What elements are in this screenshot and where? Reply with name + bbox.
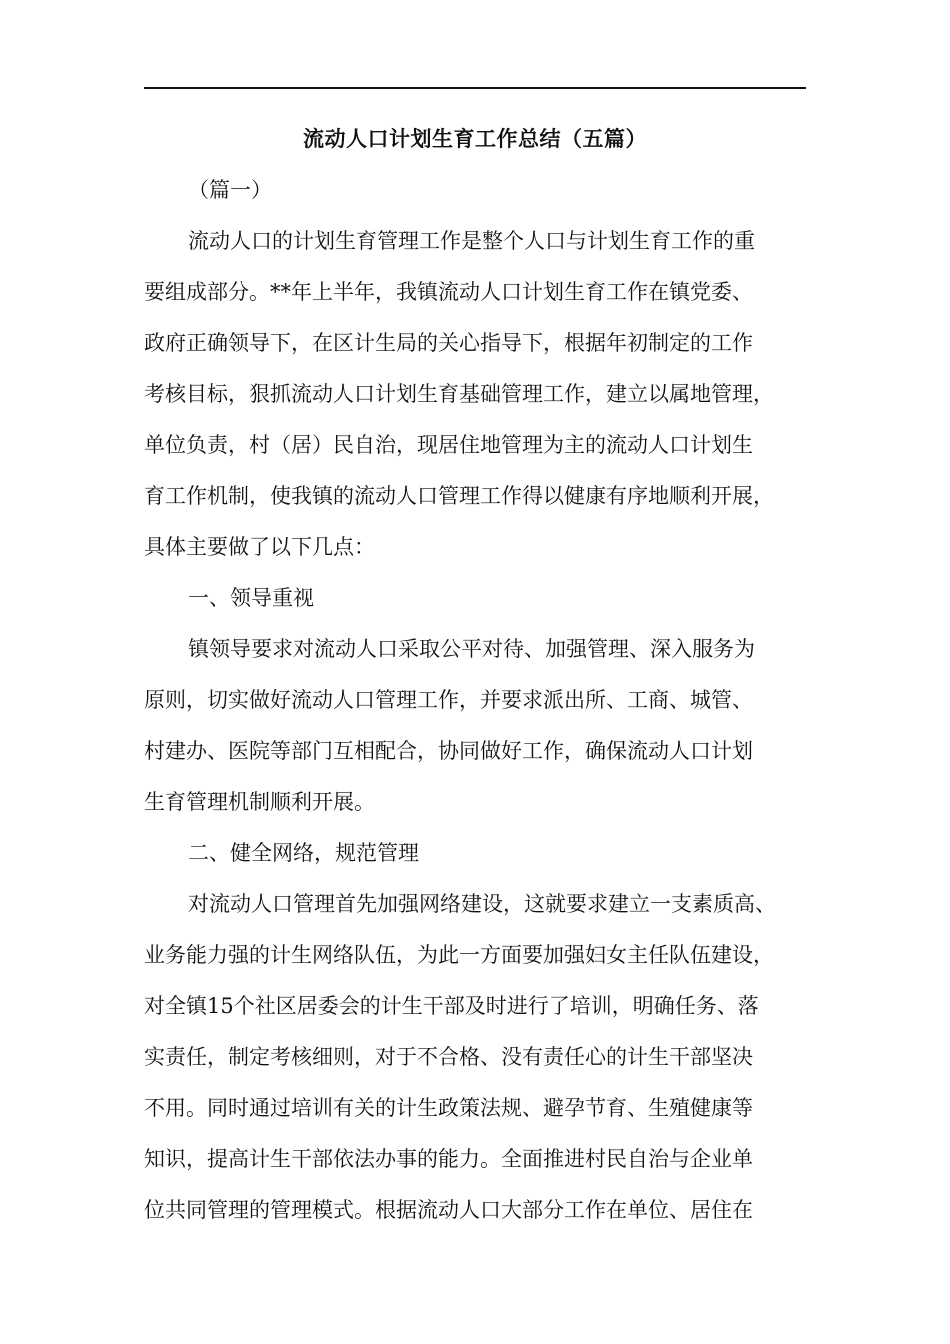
paragraph-line: 政府正确领导下，在区计生局的关心指导下，根据年初制定的工作: [144, 331, 753, 355]
section-heading: 一、领导重视: [188, 586, 314, 610]
paragraph-line: 原则，切实做好流动人口管理工作，并要求派出所、工商、城管、: [144, 688, 753, 712]
paragraph-line: 流动人口的计划生育管理工作是整个人口与计划生育工作的重: [188, 229, 755, 253]
paragraph-line: 村建办、医院等部门互相配合，协同做好工作，确保流动人口计划: [144, 739, 753, 763]
section-heading: 二、健全网络，规范管理: [188, 841, 419, 865]
paragraph-line: 不用。同时通过培训有关的计生政策法规、避孕节育、生殖健康等: [144, 1096, 753, 1120]
paragraph-line: 实责任，制定考核细则，对于不合格、没有责任心的计生干部坚决: [144, 1045, 753, 1069]
paragraph-line: 业务能力强的计生网络队伍，为此一方面要加强妇女主任队伍建设，: [144, 943, 774, 967]
paragraph-line: 具体主要做了以下几点：: [144, 535, 375, 559]
paragraph-line: 考核目标，狠抓流动人口计划生育基础管理工作，建立以属地管理，: [144, 382, 774, 406]
paragraph-line: 生育管理机制顺利开展。: [144, 790, 375, 814]
paragraph-line: 位共同管理的管理模式。根据流动人口大部分工作在单位、居住在: [144, 1198, 753, 1222]
paragraph-line: 镇领导要求对流动人口采取公平对待、加强管理、深入服务为: [188, 637, 755, 661]
document-title: 流动人口计划生育工作总结（五篇）: [303, 127, 647, 151]
paragraph-line: 育工作机制，使我镇的流动人口管理工作得以健康有序地顺利开展，: [144, 484, 774, 508]
paragraph-line: 知识，提高计生干部依法办事的能力。全面推进村民自治与企业单: [144, 1147, 753, 1171]
section-label: （篇一）: [188, 178, 272, 202]
header-rule: [144, 87, 806, 89]
paragraph-line: 对流动人口管理首先加强网络建设，这就要求建立一支素质高、: [188, 892, 776, 916]
paragraph-line: 单位负责，村（居）民自治，现居住地管理为主的流动人口计划生: [144, 433, 753, 457]
paragraph-line: 对全镇15个社区居委会的计生干部及时进行了培训，明确任务、落: [144, 994, 759, 1018]
paragraph-line: 要组成部分。**年上半年，我镇流动人口计划生育工作在镇党委、: [144, 280, 753, 304]
